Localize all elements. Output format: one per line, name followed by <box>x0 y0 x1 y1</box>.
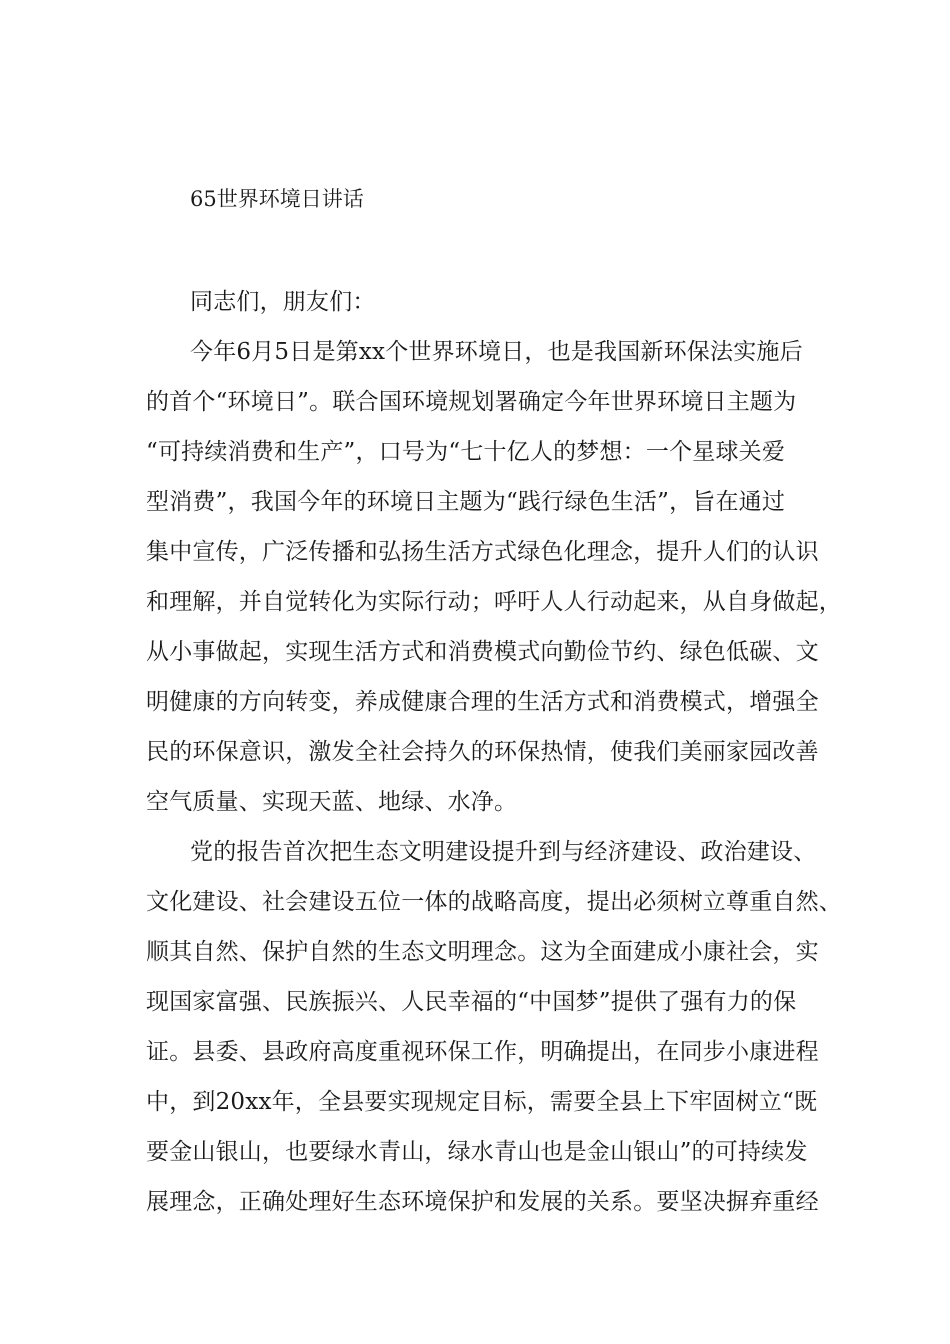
paragraph2-line: 现国家富强、民族振兴、人民幸福的“中国梦”提供了强有力的保 <box>146 989 797 1015</box>
paragraph2-line: 顺其自然、保护自然的生态文明理念。这为全面建成小康社会，实 <box>146 939 819 965</box>
paragraph1-line: “可持续消费和生产”，口号为“七十亿人的梦想：一个星球关爱 <box>146 439 786 465</box>
paragraph1-line: 型消费”，我国今年的环境日主题为“践行绿色生活”，旨在通过 <box>146 489 786 515</box>
paragraph2-line: 证。县委、县政府高度重视环保工作，明确提出，在同步小康进程 <box>146 1039 819 1065</box>
paragraph2-line: 展理念，正确处理好生态环境保护和发展的关系。要坚决摒弃重经 <box>146 1189 819 1215</box>
paragraph1-line: 和理解，并自觉转化为实际行动；呼吁人人行动起来，从自身做起， <box>146 589 842 615</box>
paragraph1-line: 今年6月5日是第xx个世界环境日，也是我国新环保法实施后 <box>190 339 803 365</box>
paragraph2-line: 中，到20xx年，全县要实现规定目标，需要全县上下牢固树立“既 <box>146 1089 818 1115</box>
paragraph1-line: 民的环保意识，激发全社会持久的环保热情，使我们美丽家园改善 <box>146 739 819 765</box>
paragraph1-line: 明健康的方向转变，养成健康合理的生活方式和消费模式，增强全 <box>146 689 819 715</box>
paragraph1-line: 空气质量、实现天蓝、地绿、水净。 <box>146 789 518 815</box>
paragraph1-line: 从小事做起，实现生活方式和消费模式向勤俭节约、绿色低碳、文 <box>146 639 819 665</box>
greeting-line: 同志们，朋友们： <box>190 289 376 315</box>
paragraph1-line: 集中宣传，广泛传播和弘扬生活方式绿色化理念，提升人们的认识 <box>146 539 819 565</box>
paragraph2-line: 文化建设、社会建设五位一体的战略高度，提出必须树立尊重自然、 <box>146 889 842 915</box>
document-title: 65世界环境日讲话 <box>190 187 364 211</box>
paragraph1-line: 的首个“环境日”。联合国环境规划署确定今年世界环境日主题为 <box>146 389 797 415</box>
paragraph2-line: 要金山银山，也要绿水青山，绿水青山也是金山银山”的可持续发 <box>146 1139 808 1165</box>
paragraph2-line: 党的报告首次把生态文明建设提升到与经济建设、政治建设、 <box>190 839 817 865</box>
